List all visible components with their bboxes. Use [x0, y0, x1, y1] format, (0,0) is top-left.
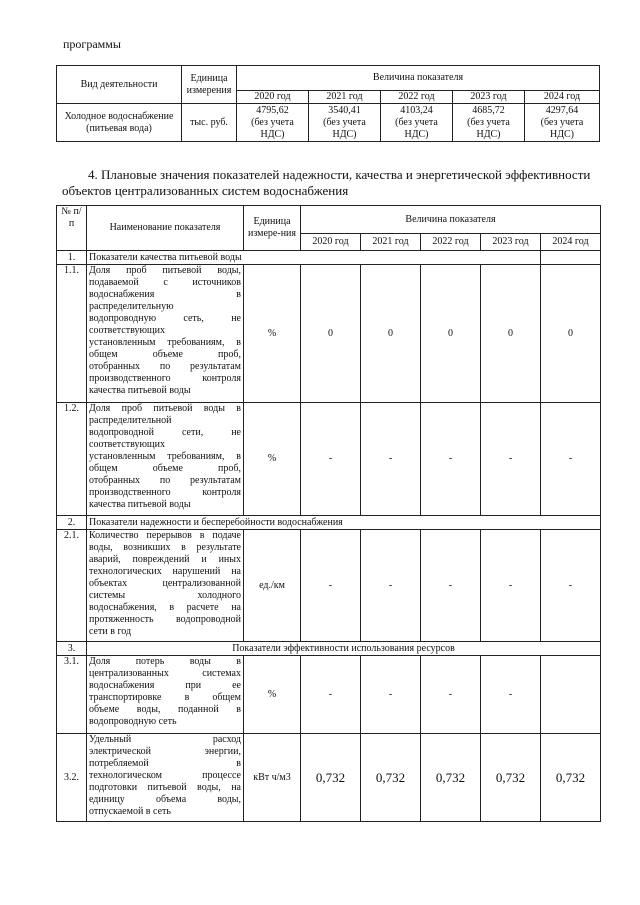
row-value: - — [421, 403, 481, 516]
t1-value: 4795,62 (без учета НДС) — [237, 104, 309, 142]
t1-value: 4103,24 (без учета НДС) — [381, 104, 453, 142]
row-value: - — [421, 530, 481, 642]
tariff-table — [56, 65, 600, 142]
t1-year: 2024 год — [525, 91, 600, 104]
t1-year: 2022 год — [381, 91, 453, 104]
row-value: - — [481, 530, 541, 642]
row-value: - — [301, 656, 361, 734]
section-num: 1. — [57, 251, 87, 265]
t1-head-activity: Вид деятельности — [57, 66, 182, 104]
row-unit: % — [244, 656, 301, 734]
row-name: Доля проб питьевой воды, подаваемой с источников водоснабжения в распределительную водопроводную сеть, не соответствующих установленным требованиям, в общем объеме проб, отобранных по результатам производственного контроля качества питьевой воды — [87, 265, 244, 403]
row-value: - — [361, 530, 421, 642]
indicators-table — [56, 205, 601, 822]
row-value: 0,732 — [541, 734, 601, 822]
t1-year: 2023 год — [453, 91, 525, 104]
row-unit: % — [244, 403, 301, 516]
row-name: Количество перерывов в подаче воды, возникших в результате аварий, повреждений и иных технологических нарушений на объектах централизованной системы холодного водоснабжения, в расчете на протяженность водопроводной сети в год — [87, 530, 244, 642]
row-value: - — [301, 530, 361, 642]
row-unit: % — [244, 265, 301, 403]
t1-value: 4685,72 (без учета НДС) — [453, 104, 525, 142]
row-num: 1.2. — [57, 403, 87, 516]
row-value: - — [541, 403, 601, 516]
row-value: - — [481, 656, 541, 734]
t2-head-value: Величина показателя — [301, 206, 601, 234]
row-value: 0 — [481, 265, 541, 403]
t2-year: 2024 год — [541, 234, 601, 251]
section-num: 2. — [57, 516, 87, 530]
row-num: 3.2. — [57, 734, 87, 822]
t2-head-name: Наименование показателя — [87, 206, 244, 251]
row-value: 0 — [541, 265, 601, 403]
t2-year: 2022 год — [421, 234, 481, 251]
row-num: 2.1. — [57, 530, 87, 642]
t2-head-unit: Единица измере-ния — [244, 206, 301, 251]
row-value: 0 — [301, 265, 361, 403]
empty-cell — [541, 251, 601, 265]
row-value: - — [361, 656, 421, 734]
row-value: - — [541, 530, 601, 642]
row-unit: кВт ч/м3 — [244, 734, 301, 822]
row-value: - — [361, 403, 421, 516]
row-name: Удельный расход электрической энергии, потребляемой в технологическом процессе подготовки питьевой воды, на единицу объема воды, отпускаемой в сеть — [87, 734, 244, 822]
row-name: Доля проб питьевой воды в распределительной водопроводной сети, не соответствующих установленным требованиям, в общем объеме проб, отобранных по результатам производственного контроля качества питьевой воды — [87, 403, 244, 516]
t1-value: 4297,64 (без учета НДС) — [525, 104, 600, 142]
row-unit: ед./км — [244, 530, 301, 642]
row-value: - — [301, 403, 361, 516]
heading-line-2: объектов централизованных систем водоснабжения — [62, 183, 349, 199]
t2-year: 2023 год — [481, 234, 541, 251]
row-value: - — [481, 403, 541, 516]
row-value — [541, 656, 601, 734]
t1-year: 2020 год — [237, 91, 309, 104]
row-num: 3.1. — [57, 656, 87, 734]
row-name: Доля потерь воды в централизованных системах водоснабжения при ее транспортировке в общем объеме воды, поданной в водопроводную сеть — [87, 656, 244, 734]
heading-line-1: 4. Плановые значения показателей надежности, качества и энергетической эффективности — [88, 167, 591, 182]
row-value: 0,732 — [481, 734, 541, 822]
t1-year: 2021 год — [309, 91, 381, 104]
row-value: - — [421, 656, 481, 734]
row-value: 0 — [421, 265, 481, 403]
t1-value: 3540,41 (без учета НДС) — [309, 104, 381, 142]
t1-unit: тыс. руб. — [182, 104, 237, 142]
t2-head-num: № п/п — [57, 206, 87, 251]
section-heading — [62, 167, 598, 200]
t1-head-value: Величина показателя — [237, 66, 600, 91]
row-num: 1.1. — [57, 265, 87, 403]
section-title: Показатели надежности и бесперебойности водоснабжения — [87, 516, 601, 530]
section-title: Показатели качества питьевой воды — [87, 251, 541, 265]
intro-text: программы — [63, 37, 121, 51]
t1-activity: Холодное водоснабжение (питьевая вода) — [57, 104, 182, 142]
t2-year: 2021 год — [361, 234, 421, 251]
row-value: 0,732 — [421, 734, 481, 822]
row-value: 0,732 — [301, 734, 361, 822]
t2-year: 2020 год — [301, 234, 361, 251]
row-value: 0 — [361, 265, 421, 403]
section-title: Показатели эффективности использования ресурсов — [87, 642, 601, 656]
row-value: 0,732 — [361, 734, 421, 822]
t1-head-unit: Единица измерения — [182, 66, 237, 104]
section-num: 3. — [57, 642, 87, 656]
